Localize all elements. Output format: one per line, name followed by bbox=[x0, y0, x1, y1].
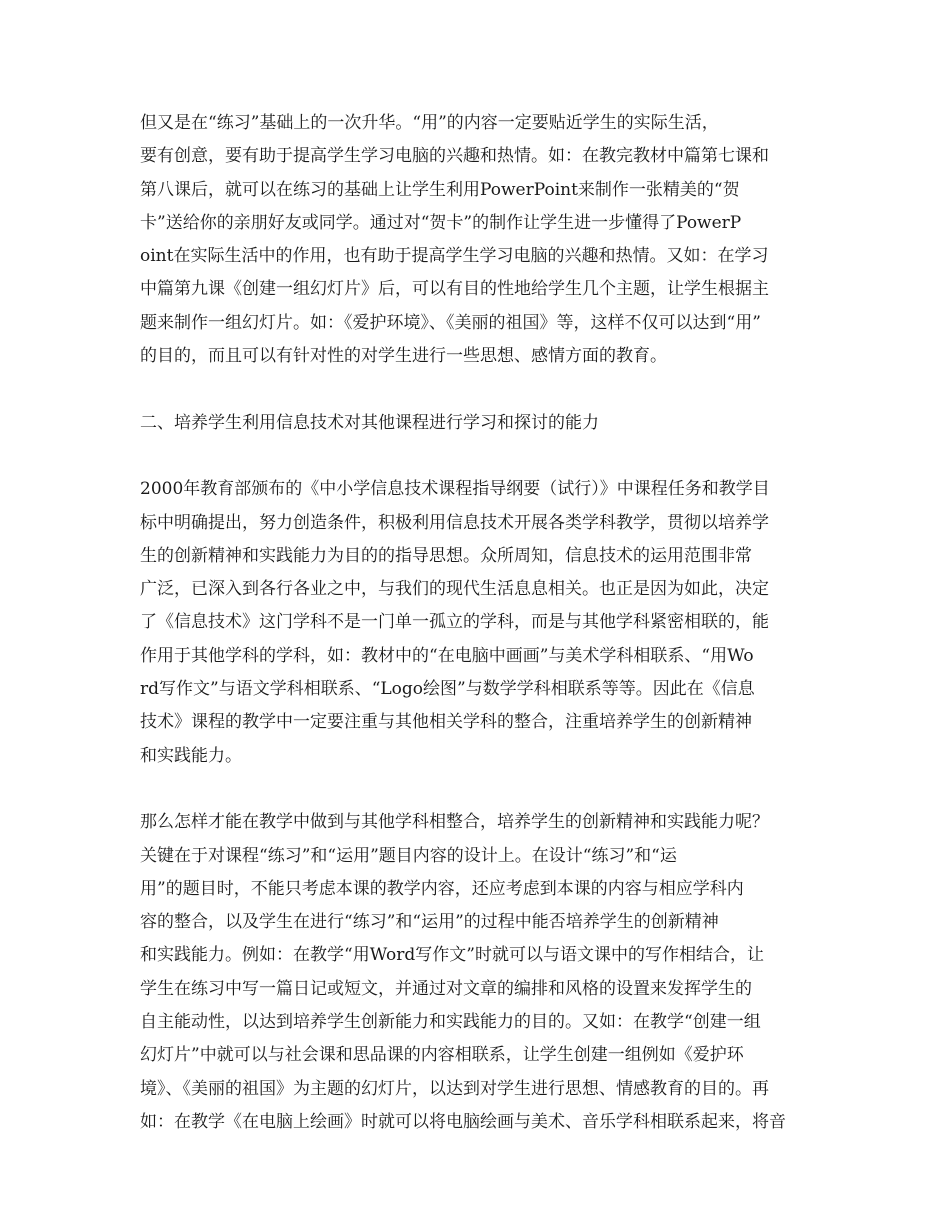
text-line: 要有创意，要有助于提高学生学习电脑的兴趣和热情。如：在教完教材中篇第七课和 bbox=[140, 146, 769, 167]
paragraph-1 bbox=[140, 107, 830, 373]
document-body bbox=[140, 107, 830, 1173]
text-line: 卡”送给你的亲朋好友或同学。通过对“贺卡”的制作让学生进一步懂得了PowerP bbox=[140, 212, 742, 233]
text-line: 容的整合，以及学生在进行“练习”和“运用”的过程中能否培养学生的创新精神 bbox=[140, 912, 719, 933]
section-heading-text: 二、培养学生利用信息技术对其他课程进行学习和探讨的能力 bbox=[140, 412, 599, 433]
text-line: 了《信息技术》这门学科不是一门单一孤立的学科，而是与其他学科紧密相联的，能 bbox=[140, 612, 769, 633]
text-line: 技术》课程的教学中一定要注重与其他相关学科的整合，注重培养学生的创新精神 bbox=[140, 712, 752, 733]
text-line: 标中明确提出，努力创造条件，积极利用信息技术开展各类学科教学，贯彻以培养学 bbox=[140, 512, 769, 533]
text-line: 关键在于对课程“练习”和“运用”题目内容的设计上。在设计“练习”和“运 bbox=[140, 845, 677, 866]
paragraph-2 bbox=[140, 473, 830, 773]
text-line: 如：在教学《在电脑上绘画》时就可以将电脑绘画与美术、音乐学科相联系起来，将音 bbox=[140, 1111, 786, 1132]
text-line: 但又是在“练习”基础上的一次升华。“用”的内容一定要贴近学生的实际生活， bbox=[140, 113, 719, 133]
text-line: 自主能动性，以达到培养学生创新能力和实践能力的目的。又如：在教学“创建一组 bbox=[140, 1012, 761, 1033]
text-line: 和实践能力。 bbox=[140, 745, 242, 766]
text-line: 中篇第九课《创建一组幻灯片》后，可以有目的性地给学生几个主题，让学生根据主 bbox=[140, 279, 769, 300]
text-line: 广泛，已深入到各行各业之中，与我们的现代生活息息相关。也正是因为如此，决定 bbox=[140, 579, 769, 600]
section-heading bbox=[140, 407, 830, 440]
paragraph-3 bbox=[140, 806, 830, 1139]
text-line: 生的创新精神和实践能力为目的的指导思想。众所周知，信息技术的运用范围非常 bbox=[140, 545, 752, 566]
text-line: rd写作文”与语文学科相联系、“Logo绘图”与数学学科相联系等等。因此在《信息 bbox=[140, 679, 755, 700]
text-line: 第八课后，就可以在练习的基础上让学生利用PowerPoint来制作一张精美的“贺 bbox=[140, 179, 740, 200]
text-line: 境》、《美丽的祖国》为主题的幻灯片，以达到对学生进行思想、情感教育的目的。再 bbox=[140, 1078, 769, 1099]
text-line: 和实践能力。例如：在教学“用Word写作文”时就可以与语文课中的写作相结合，让 bbox=[140, 945, 764, 966]
text-line: 幻灯片”中就可以与社会课和思品课的内容相联系，让学生创建一组例如《爱护环 bbox=[140, 1045, 744, 1066]
text-line: 作用于其他学科的学科，如：教材中的“在电脑中画画”与美术学科相联系、“用Wo bbox=[140, 645, 754, 666]
text-line: 题来制作一组幻灯片。如：《爱护环境》、《美丽的祖国》等，这样不仅可以达到“用” bbox=[140, 312, 761, 333]
text-line: 那么怎样才能在教学中做到与其他学科相整合，培养学生的创新精神和实践能力呢？ bbox=[140, 812, 769, 833]
text-line: 用”的题目时，不能只考虑本课的教学内容，还应考虑到本课的内容与相应学科内 bbox=[140, 878, 744, 899]
text-line: 学生在练习中写一篇日记或短文，并通过对文章的编排和风格的设置来发挥学生的 bbox=[140, 978, 752, 999]
text-line: oint在实际生活中的作用，也有助于提高学生学习电脑的兴趣和热情。又如：在学习 bbox=[140, 246, 769, 267]
text-line: 的目的，而且可以有针对性的对学生进行一些思想、感情方面的教育。 bbox=[140, 346, 667, 367]
text-line: 2000年教育部颁布的《中小学信息技术课程指导纲要（试行）》中课程任务和教学目 bbox=[140, 479, 770, 500]
